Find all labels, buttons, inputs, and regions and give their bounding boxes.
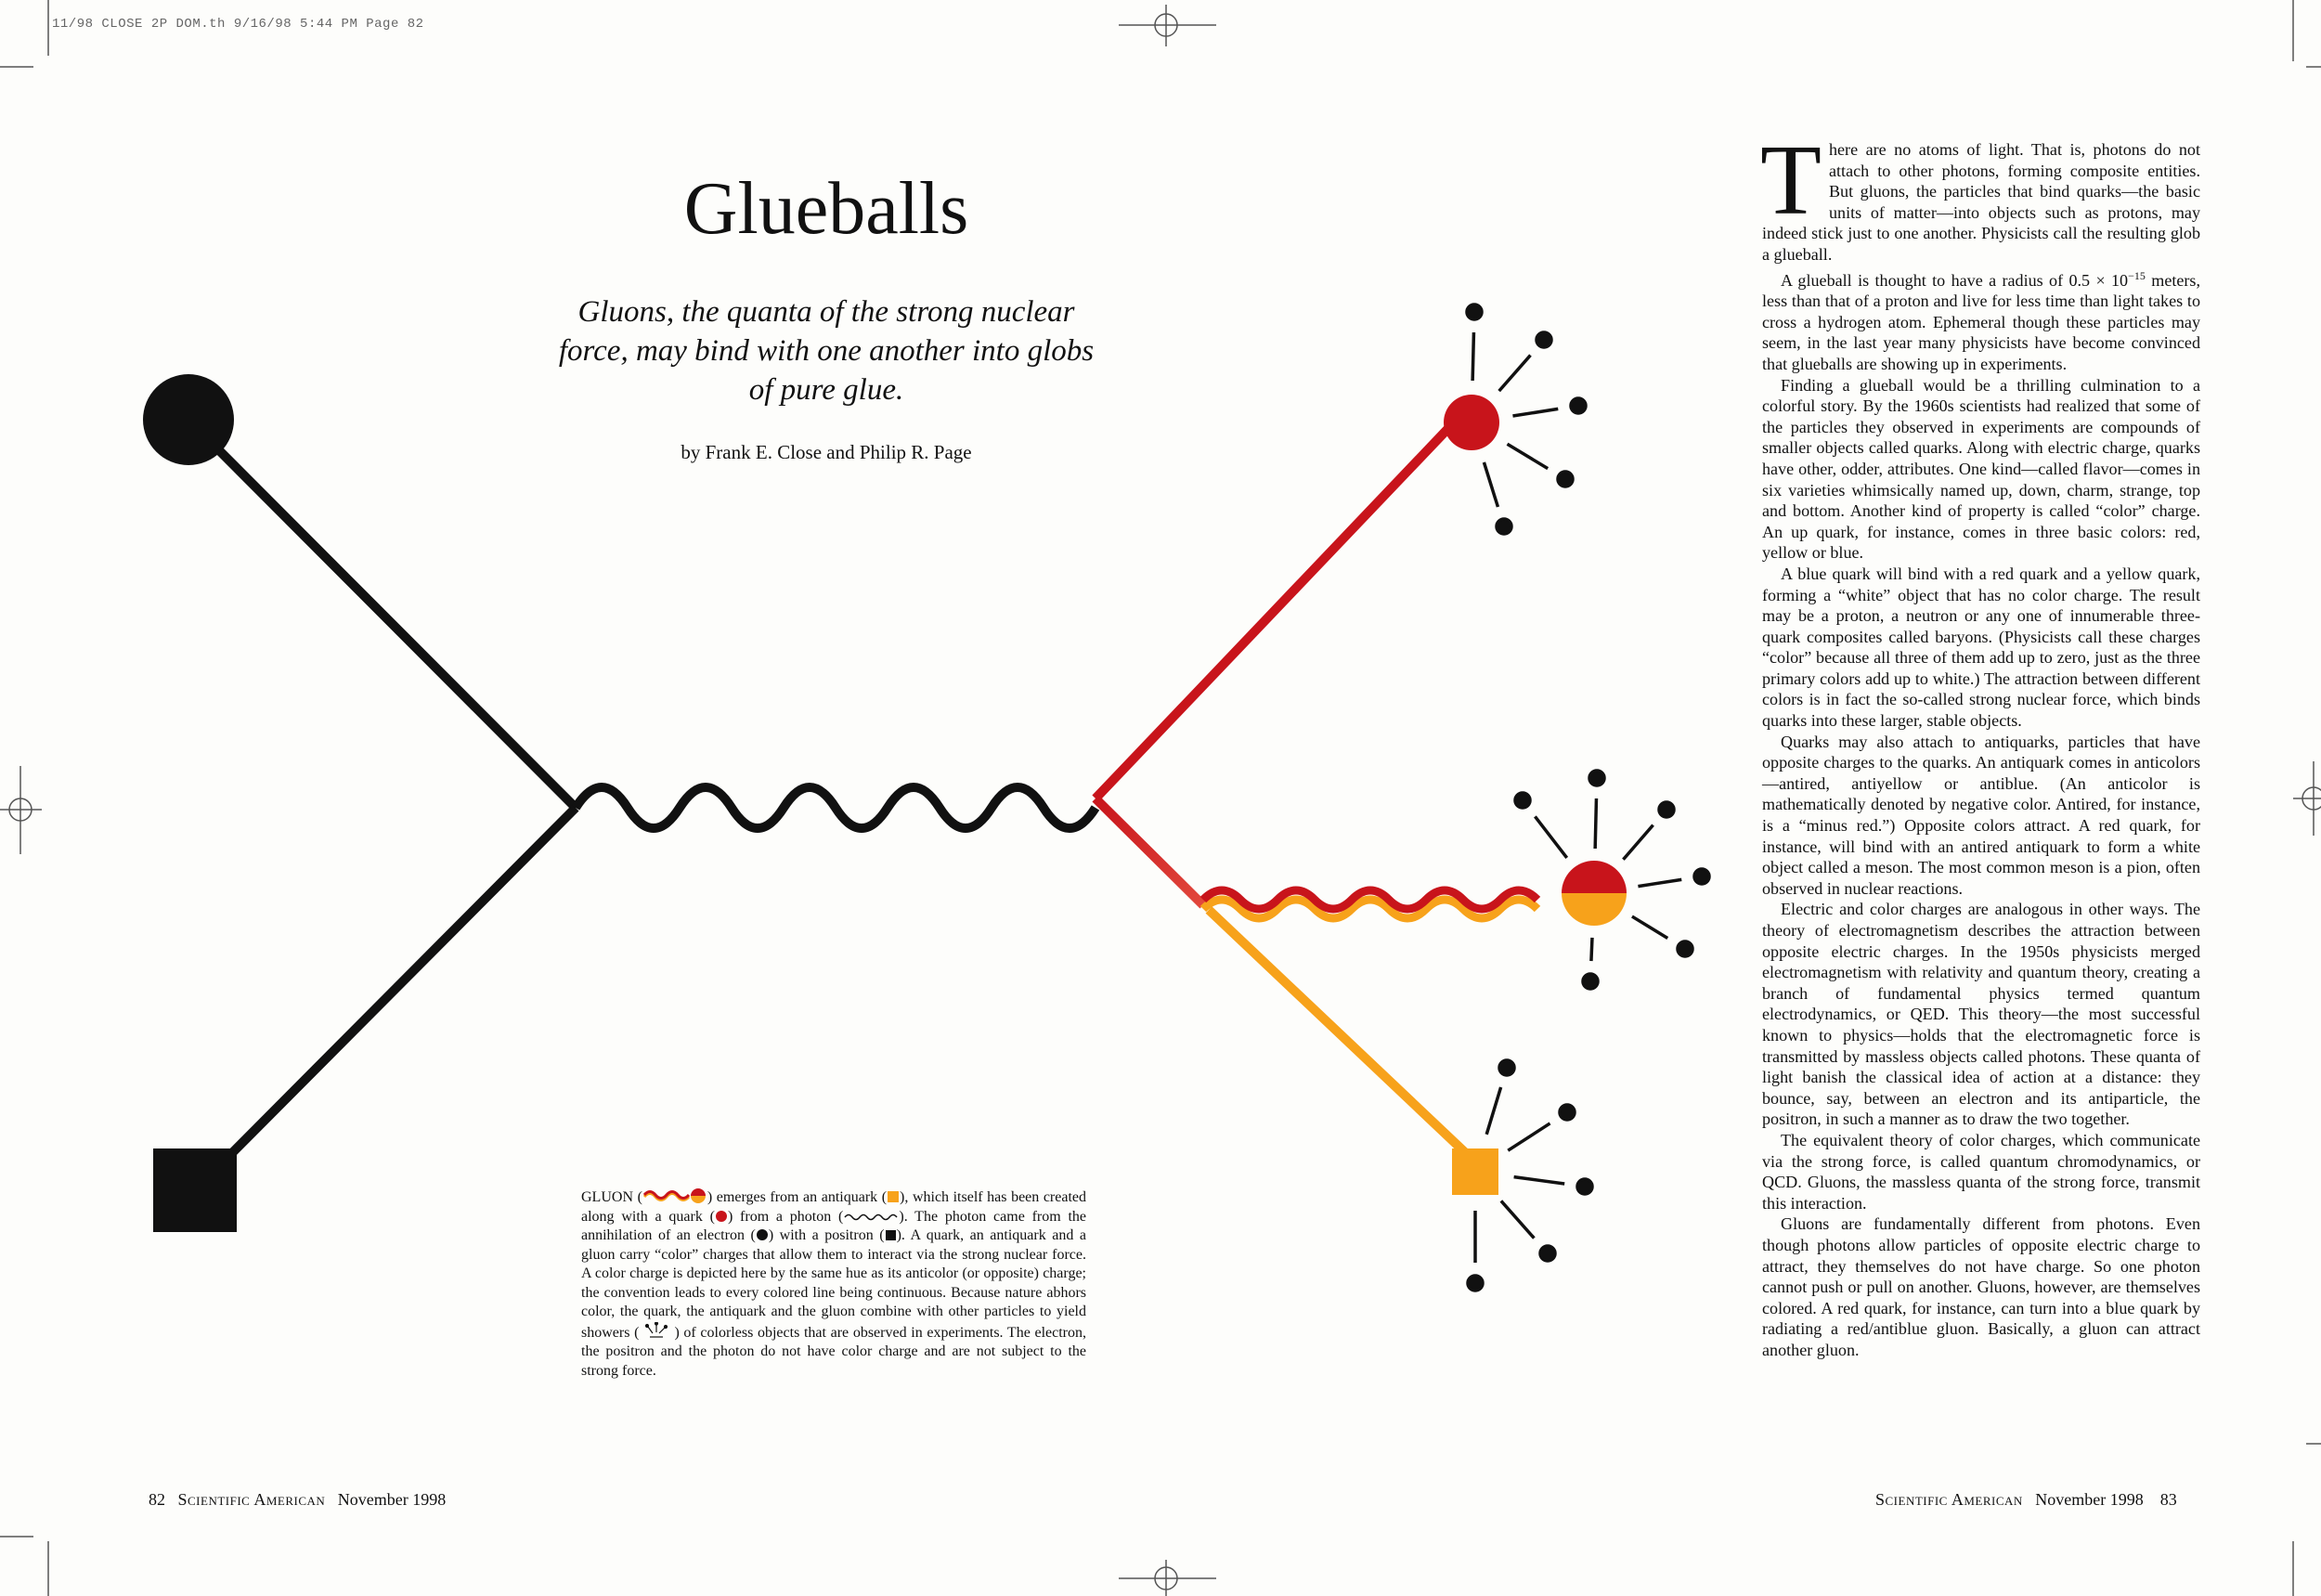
- caption-text-5: ) with a positron (: [768, 1227, 885, 1243]
- shower-dot: [1678, 941, 1692, 956]
- print-slug: 11/98 CLOSE 2P DOM.th 9/16/98 5:44 PM Page 82: [52, 17, 424, 32]
- antiquark-line: [1209, 910, 1485, 1172]
- page-number-right: 83: [2159, 1490, 2177, 1509]
- body-paragraph-4: A blue quark will bind with a red quark and a yellow quark, forming a “white” object that has no color charge. The result may be a proton, a neutron or any one of innumerable three-quark composites called baryons. (Physicists call these charges “color” because all three of them add up to zero, just as the three primary colors add up to white.) The attraction between different colors is in fact the so-called strong nuclear force, which binds quarks into these larger, stable objects.: [1762, 564, 2200, 731]
- article-title: Glueballs: [683, 168, 969, 250]
- shower-dot: [1540, 1246, 1555, 1261]
- particle-showers: [1467, 305, 1709, 1291]
- electron-symbol-icon: [756, 1228, 769, 1241]
- body-paragraph-7: The equivalent theory of color charges, which communicate via the strong force, is called quantum chromodynamics, or QCD. Gluons, the massless quanta of the strong force, transmit this interaction.: [1762, 1130, 2200, 1213]
- shower-spoke: [1535, 816, 1566, 858]
- body-paragraph-2: [1762, 266, 2200, 375]
- magazine-name-right: Scientific American: [1875, 1490, 2023, 1509]
- shower-spoke: [1508, 1123, 1549, 1150]
- figure-caption: GLUON ( ) emerges from an antiquark ( ), which itself has been created along with a quark ( ) from a photon ( ). The photon came from the annihilation of an electron ( ) with a positron ( ). A quark, an antiquark and a gluon carry “color” charges that allow them to interact via the strong nuclear force. A color charge is depicted here by the same hue as its anticolor (or opposite) charge; the convention leads to every colored line being continuous. Because nature abhors color, the quark, the antiquark and the gluon combine with other particles to yield showers ( ) of colorless objects that are observed in experiments. The electron, the positron and the photon do not have color charge and are not subject to the strong force.: [581, 1189, 1087, 1379]
- shower-spoke: [1484, 462, 1498, 507]
- gluon-ball: [1562, 861, 1627, 926]
- shower-dot: [1659, 802, 1674, 817]
- antiquark-square: [1452, 1148, 1498, 1195]
- body-paragraph-6: Electric and color charges are analogous in other ways. The theory of electromagnetism describes the attraction between opposite electric charges. In the 1950s physicists merged electromagnetism with relativity and quantum theory, creating a branch of fundamental physics termed quantum electrodynamics, or QED. This theory—the most successful known to physics—holds that the electromagnetic force is transmitted by massless objects called photons. These quanta of light banish the classical idea of action at a distance: they bounce, say, between an electron and its antiparticle, the positron, in such a manner as to draw the two together.: [1762, 900, 2200, 1129]
- caption-text-3: ) from a photon (: [727, 1208, 844, 1225]
- folio-right: [1875, 1490, 2177, 1510]
- body-paragraph-1-text: here are no atoms of light. That is, photons do not attach to other photons, forming composite entities. But gluons, the particles that bind quarks—the basic units of matter—into objects such as protons, may indeed stick just to one another. Physicists call the resulting glob a glueball.: [1762, 140, 2200, 264]
- article-byline: by Frank E. Close and Philip R. Page: [681, 441, 972, 463]
- shower-symbol-icon: [639, 1322, 674, 1339]
- shower-spoke: [1501, 1200, 1535, 1238]
- issue-date-right: November 1998: [2035, 1490, 2144, 1509]
- shower-dot: [1571, 398, 1586, 413]
- article-subtitle: Gluons, the quanta of the strong nuclear force, may bind with one another into globs of pure glue.: [558, 295, 1095, 407]
- quark-to-gluon-line: [1096, 798, 1203, 905]
- shower-spoke: [1638, 879, 1681, 886]
- quark-dot: [1444, 395, 1499, 450]
- shower-dot: [1537, 332, 1551, 347]
- shower-spoke: [1623, 825, 1653, 860]
- caption-text-7: ) of colorless objects that are observed in experiments. The electron, the positron and the photon do not have color charge and are not subject to the strong force.: [581, 1324, 1086, 1379]
- caption-text-2: ), which itself has been created along with a quark (: [581, 1189, 1087, 1225]
- shower-spoke: [1514, 1177, 1565, 1184]
- body-paragraph-3: Finding a glueball would be a thrilling culmination to a colorful story. By the 1960s scientists had realized that some of the particles they observed in experiments are compounds of smaller objects called quarks. Along with electric charge, quarks have other, odder, attributes. One kind—called flavor—comes in six varieties whimsically named up, down, charm, strange, top and bottom. Another kind of property is called “color” charge. An up quark, for instance, comes in three basic colors: red, yellow or blue.: [1762, 375, 2200, 563]
- shower-spoke: [1512, 409, 1558, 416]
- shower-spoke: [1595, 798, 1596, 849]
- body-paragraph-5: Quarks may also attach to antiquarks, particles that have opposite charges to the quarks. An antiquark comes in anticolors—antired, antiyellow or antiblue. (An anticolor is mathematically denoted by negative color. Antired, for instance, is a “minus red.”) Opposite colors attract. A red quark, for instance, will bind with an antired antiquark to form a white object called a meson. The most common meson is a pion, often observed in nuclear reactions.: [1762, 732, 2200, 898]
- shower-dot: [1589, 771, 1604, 785]
- shower-dot: [1560, 1105, 1575, 1120]
- folio-left: [149, 1490, 446, 1510]
- magazine-name-left: Scientific American: [177, 1490, 326, 1509]
- shower-spoke: [1472, 332, 1473, 381]
- shower-dot: [1515, 793, 1530, 808]
- body-paragraph-2-text-a: A glueball is thought to have a radius of 0.5 × 10: [1781, 270, 2129, 290]
- photon-symbol-icon: [843, 1212, 899, 1223]
- body-paragraph-8: Gluons are fundamentally different from photons. Even though photons allow particles of opposite electric charge to attract, they themselves do not have charge. So one photon cannot push or pull on another. Gluons, however, are themselves colored. A red quark, for instance, can turn into a blue quark by radiating a red/antiblue gluon. Basically, a gluon can attract another gluon.: [1762, 1214, 2200, 1359]
- article-body: [1760, 125, 2201, 1360]
- exponent: −15: [2128, 268, 2146, 282]
- page-number-left: 82: [149, 1490, 165, 1509]
- shower-dot: [1694, 869, 1709, 884]
- shower-dot: [1497, 519, 1511, 534]
- shower-spoke: [1508, 444, 1549, 468]
- gluon-symbol-icon: [642, 1188, 707, 1203]
- shower-spoke: [1499, 356, 1531, 392]
- shower-dot: [1467, 305, 1482, 319]
- antiquark-symbol-icon: [887, 1190, 900, 1203]
- positron-line: [195, 808, 576, 1190]
- shower-spoke: [1486, 1087, 1500, 1135]
- shower-spoke: [1591, 938, 1592, 961]
- positron-symbol-icon: [885, 1229, 897, 1241]
- electron-line: [188, 420, 576, 808]
- shower-dot: [1583, 974, 1598, 989]
- body-paragraph-1: [1760, 125, 2200, 266]
- electron-dot: [143, 374, 234, 465]
- quark-symbol-icon: [715, 1210, 728, 1223]
- drop-cap: T: [1760, 125, 1822, 236]
- caption-text-4: ). The photon came from the annihilation of an electron (: [581, 1208, 1086, 1243]
- shower-spoke: [1632, 916, 1667, 938]
- caption-lead: GLUON: [581, 1189, 633, 1205]
- photon-wave: [576, 787, 1096, 828]
- shower-dot: [1468, 1276, 1483, 1291]
- shower-dot: [1577, 1179, 1592, 1194]
- body-paragraph-2-text-b: meters, less than that of a proton and live for less time than light takes to cross a hydrogen atom. Ephemeral though these particles may seem, in the last year many physicists have become convinced that glueballs are showing up in experiments.: [1762, 270, 2201, 373]
- shower-dot: [1499, 1060, 1514, 1075]
- issue-date-left: November 1998: [337, 1490, 447, 1509]
- caption-text-1: ) emerges from an antiquark (: [707, 1189, 888, 1205]
- shower-dot: [1558, 472, 1573, 487]
- caption-text-6: ). A quark, an antiquark and a gluon carry “color” charges that allow them to interact via the strong nuclear force. A color charge is depicted here by the same hue as its anticolor (or opposite) charge; the convention leads to every colored line being continuous. Because nature abhors color, the quark, the antiquark and the gluon combine with other particles to yield showers (: [581, 1227, 1086, 1341]
- quark-line: [1096, 422, 1454, 798]
- positron-square: [153, 1148, 237, 1232]
